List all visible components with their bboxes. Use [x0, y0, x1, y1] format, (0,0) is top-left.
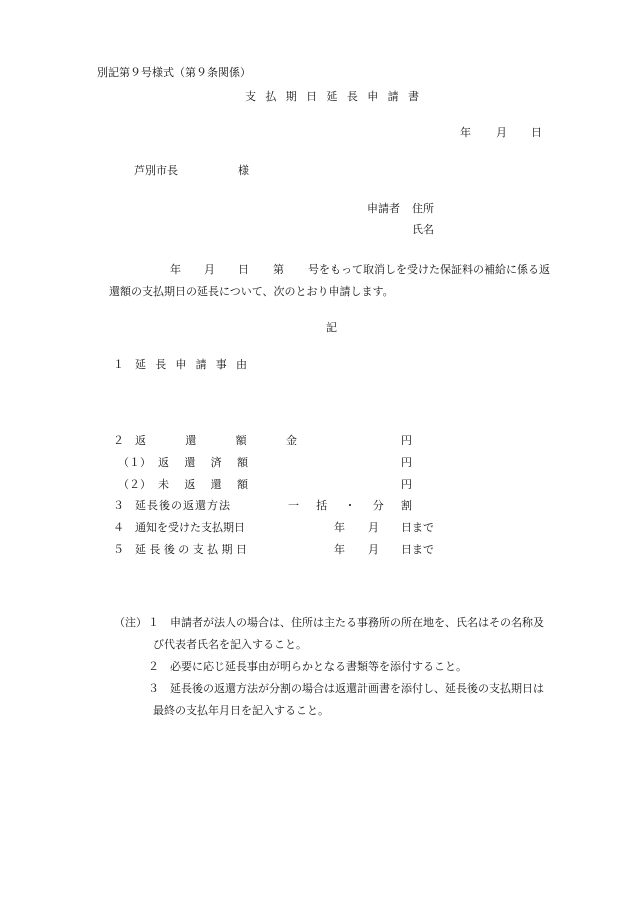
title-char: 請: [387, 90, 399, 103]
item5-char: 延: [135, 543, 146, 556]
item2-1-number: （１）: [118, 456, 151, 469]
note1-line2: び代表者氏名を記入すること。: [153, 638, 307, 651]
note3-line1: 延長後の返還方法が分割の場合は返還計画書を添付し、延長後の支払期日は: [170, 682, 544, 695]
item2-2-number: （２）: [118, 478, 151, 491]
addressee-name: 芦別市長: [134, 164, 178, 177]
note3-line2: 最終の支払年月日を記入すること。: [153, 704, 329, 717]
title-char: 長: [346, 90, 358, 103]
item4-year: 年: [334, 521, 345, 534]
item4-label: 通知を受けた支払期日: [135, 521, 245, 534]
item2-1-char: 額: [236, 456, 248, 469]
item5-char: 日: [235, 543, 247, 556]
item5-char: 後: [163, 543, 175, 556]
addressee-honorific: 様: [238, 164, 249, 177]
item1-char: 長: [155, 358, 167, 371]
item3-option-char: ・: [344, 499, 356, 512]
body-month: 月: [204, 263, 215, 276]
item2-2-char: 返: [184, 478, 196, 491]
note2-text: 必要に応じ延長事由が明らかとなる書類等を添付すること。: [170, 660, 467, 673]
applicant-address-label: 住所: [412, 202, 434, 215]
item5-year: 年: [334, 543, 345, 556]
body-year: 年: [170, 263, 181, 276]
item2-char: 還: [185, 434, 197, 447]
item3-option-char: 一: [288, 499, 299, 512]
item3-option-char: 括: [316, 499, 328, 512]
item2-char: 金: [285, 434, 297, 447]
item4-month: 月: [368, 521, 379, 534]
title-char: 期: [285, 90, 297, 103]
item1-char: 請: [195, 358, 207, 371]
item1-number: １: [113, 358, 124, 371]
item2-1-label: [158, 456, 248, 470]
item2-char: 額: [235, 434, 247, 447]
item3-number: ３: [113, 499, 124, 512]
title-char: 書: [408, 90, 419, 103]
item3-options: [288, 499, 412, 513]
title-char: 申: [367, 90, 379, 103]
form-label: 別記第９号様式（第９条関係）: [97, 66, 251, 79]
notes-heading: （注）: [114, 616, 147, 629]
item1-char: 延: [135, 358, 146, 371]
ki-heading: 記: [326, 321, 337, 334]
item3-option-char: 割: [401, 499, 412, 512]
item2-1-char: 還: [184, 456, 196, 469]
date-year-label: 年: [460, 126, 471, 139]
item2-1-unit: 円: [401, 456, 412, 469]
item2-1-char: 返: [158, 456, 169, 469]
item2-2-label: [158, 478, 248, 492]
applicant-name-label: 氏名: [412, 223, 434, 236]
item5-until: 日まで: [401, 543, 434, 556]
body-dai: 第: [273, 263, 284, 276]
item5-char: 支: [192, 543, 204, 556]
item2-2-char: 額: [236, 478, 248, 491]
item2-2-char: 還: [210, 478, 222, 491]
date-month-label: 月: [496, 126, 507, 139]
item1-char: 申: [175, 358, 187, 371]
note1-number: １: [148, 616, 159, 629]
item2-label: [135, 434, 297, 448]
item5-char: 期: [221, 543, 233, 556]
item1-char: 由: [235, 358, 247, 371]
item2-unit: 円: [401, 434, 412, 447]
note2-number: ２: [148, 660, 159, 673]
item2-1-char: 済: [210, 456, 222, 469]
title-char: 日: [306, 90, 318, 103]
item4-number: ４: [113, 521, 124, 534]
item5-number: ５: [113, 543, 124, 556]
item4-until: 日まで: [401, 521, 434, 534]
item1-label: [135, 358, 247, 372]
date-day-label: 日: [531, 126, 542, 139]
title-char: 延: [326, 90, 338, 103]
item2-number: ２: [113, 434, 124, 447]
item2-2-char: 未: [158, 478, 169, 491]
item5-char: 払: [207, 543, 219, 556]
note1-line1: 申請者が法人の場合は、住所は主たる事務所の所在地を、氏名はその名称及: [170, 616, 544, 629]
applicant-label: 申請者: [367, 202, 400, 215]
body-line1-rest: 号をもって取消しを受けた保証料の補給に係る返: [308, 263, 550, 276]
item3-label: 延長後の返還方法: [135, 499, 231, 512]
item5-month: 月: [368, 543, 379, 556]
item5-char: の: [178, 543, 190, 556]
document-title: [245, 90, 419, 104]
body-line2: 還額の支払期日の延長について、次のとおり申請します。: [109, 285, 394, 298]
item1-char: 事: [215, 358, 227, 371]
item5-char: 長: [149, 543, 161, 556]
title-char: 支: [245, 90, 256, 103]
title-char: 払: [265, 90, 277, 103]
note3-number: ３: [148, 682, 159, 695]
item2-char: 返: [135, 434, 146, 447]
item5-label: [135, 543, 247, 557]
item2-2-unit: 円: [401, 478, 412, 491]
body-day: 日: [238, 263, 249, 276]
item3-option-char: 分: [372, 499, 384, 512]
